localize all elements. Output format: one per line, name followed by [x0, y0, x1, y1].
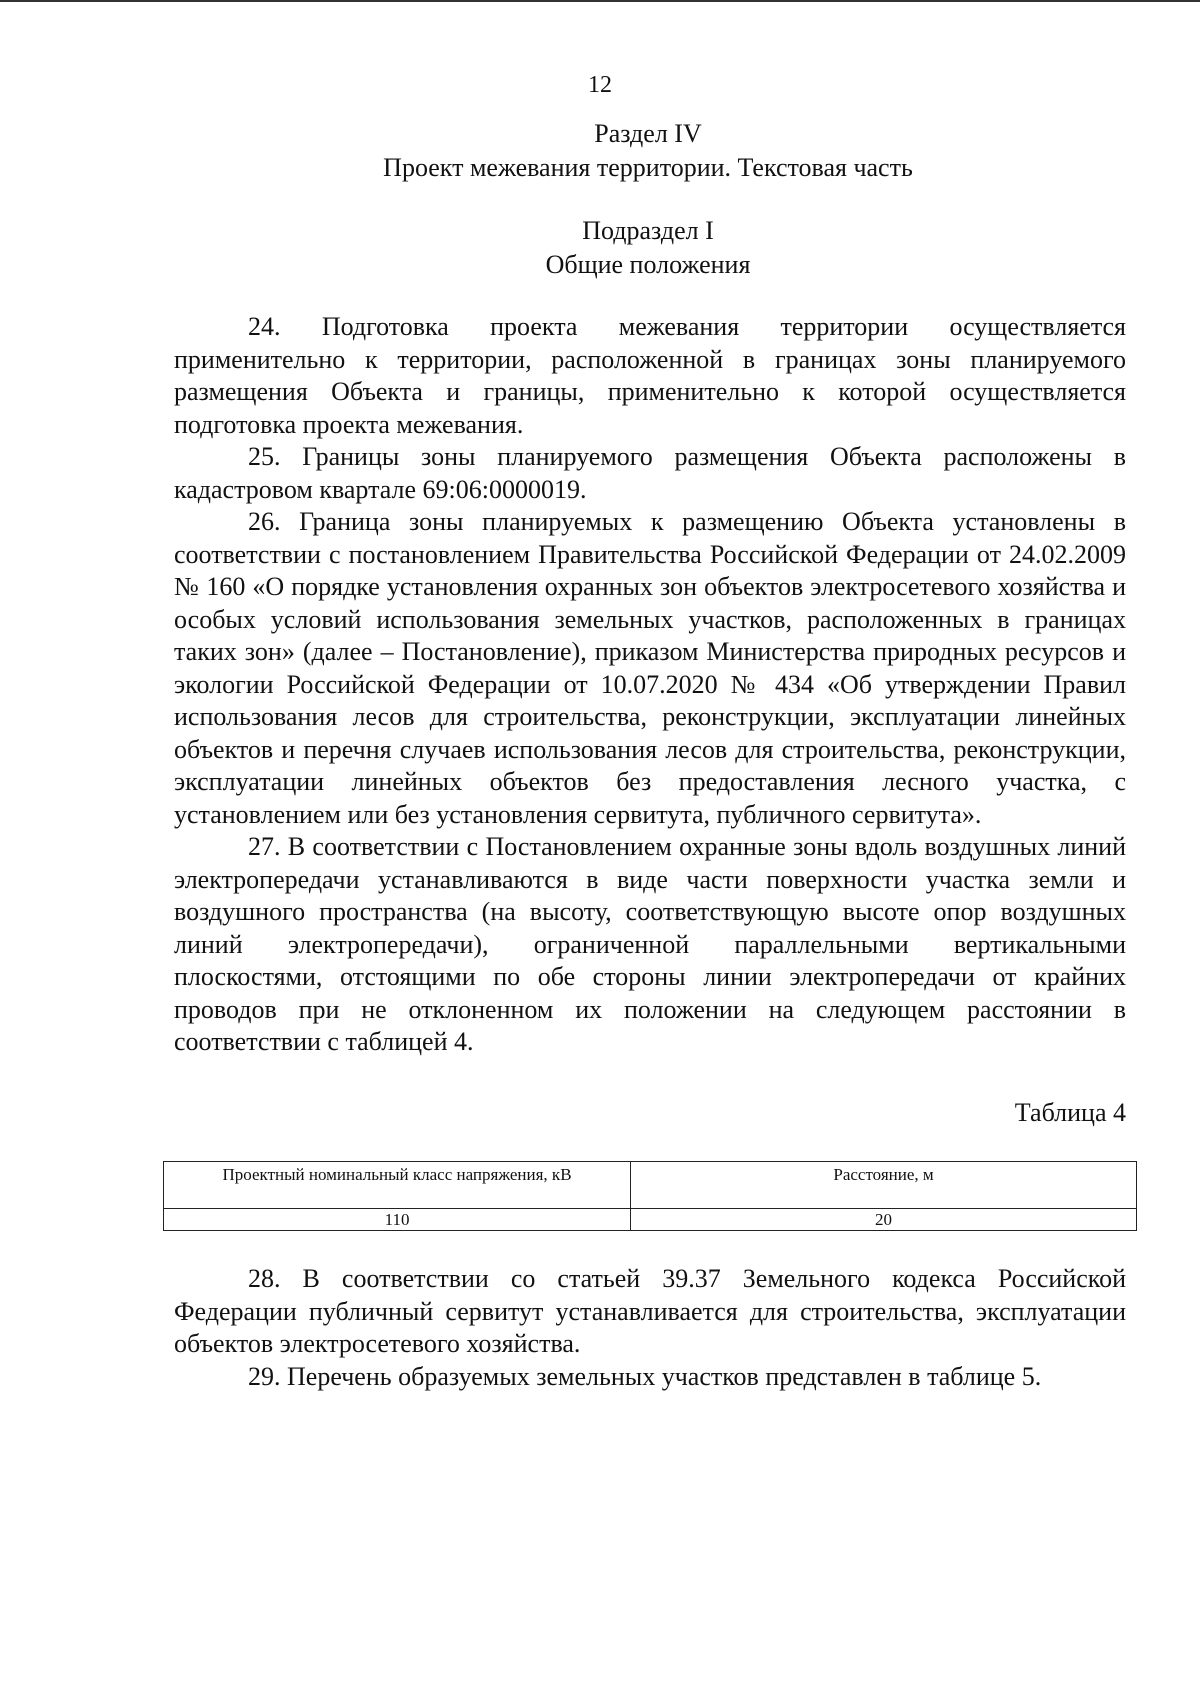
- subsection-heading: [0, 214, 1200, 282]
- table-row: [164, 1209, 1137, 1231]
- table-caption: Таблица 4: [1014, 1098, 1126, 1127]
- paragraph-27: 27. В соответствии с Постановлением охранные зоны вдоль воздушных линий электропередачи устанавливаются в виде части поверхности участка земли и воздушного пространства (на высоту, соответствующую высоте опор воздушных линий электропередачи), ограниченной параллельными вертикальными плоскостями, отстоящими по обе стороны линии электропередачи от крайних проводов при не отклоненном их положении на следующем расстоянии в соответствии с таблицей 4.: [174, 832, 1126, 1056]
- scan-edge-line: [0, 0, 1200, 2]
- table-header-row: [164, 1162, 1137, 1209]
- paragraph-24: 24. Подготовка проекта межевания территории осуществляется применительно к территории, расположенной в границах зоны планируемого размещения Объекта и границы, применительно к которой осуществляется подготовка проекта межевания.: [174, 312, 1126, 439]
- table-cell-voltage: 110: [164, 1209, 631, 1231]
- table-cell-distance: 20: [631, 1209, 1137, 1231]
- paragraph-28: 28. В соответствии со статьей 39.37 Земельного кодекса Российской Федерации публичный сервитут устанавливается для строительства, эксплуатации объектов электросетевого хозяйства.: [174, 1264, 1126, 1358]
- table-header-voltage: Проектный номинальный класс напряжения, кВ: [164, 1162, 631, 1209]
- page-number: 12: [588, 72, 612, 98]
- subsection-subtitle: Общие положения: [545, 250, 751, 279]
- section-subtitle: Проект межевания территории. Текстовая часть: [383, 153, 913, 182]
- paragraph-26: 26. Граница зоны планируемых к размещению Объекта установлены в соответствии с постановлением Правительства Российской Федерации от 24.02.2009 № 160 «О порядке установления охранных зон объектов электросетевого хозяйства и особых условий использования земельных участков, расположенных в границах таких зон» (далее – Постановление), приказом Министерства природных ресурсов и экологии Российской Федерации от 10.07.2020 № 434 «Об утверждении Правил использования лесов для строительства, реконструкции, эксплуатации линейных объектов и перечня случаев использования лесов для строительства, реконструкции, эксплуатации линейных объектов без предоставления лесного участка, с установлением или без установления сервитута, публичного сервитута».: [174, 507, 1126, 829]
- voltage-distance-table: [163, 1161, 1137, 1231]
- paragraph-29: 29. Перечень образуемых земельных участков представлен в таблице 5.: [248, 1361, 1042, 1391]
- body-text-after-table: [174, 1263, 1126, 1393]
- body-text-before-table: [174, 311, 1126, 1059]
- table-header-distance: Расстояние, м: [631, 1162, 1137, 1209]
- subsection-title: Подраздел I: [582, 216, 714, 245]
- section-heading: [0, 117, 1200, 185]
- section-title: Раздел IV: [594, 119, 702, 148]
- paragraph-25: 25. Границы зоны планируемого размещения Объекта расположены в кадастровом квартале 69:06:0000019.: [174, 442, 1126, 504]
